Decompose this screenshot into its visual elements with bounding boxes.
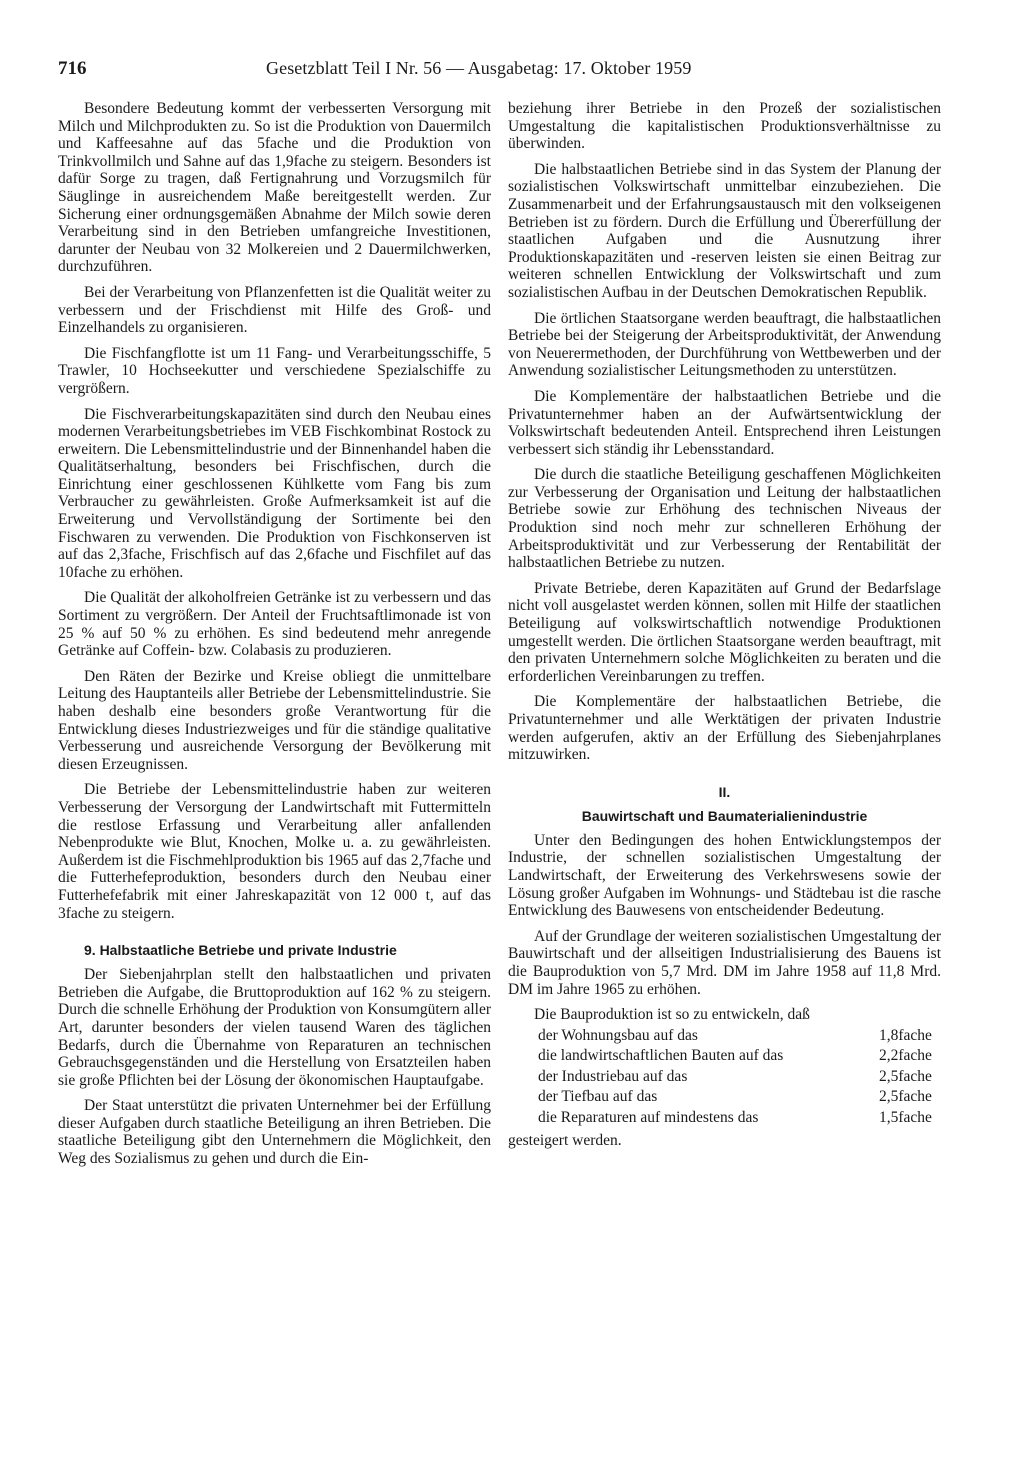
header-title: Gesetzblatt Teil I Nr. 56 — Ausgabetag: 17. Oktober 1959 [266, 58, 692, 78]
table-row-label: die Reparaturen auf mindestens das [538, 1108, 759, 1126]
paragraph: Die Fischverarbeitungskapazitäten sind durch den Neubau eines modernen Verarbeitungsbetriebes im VEB Fischkombinat Rostock zu erweitern. Die Lebensmittelindustrie und der Binnenhandel haben die Qualitätserhaltung, besonders bei Frischfischen, durch die Einrichtung einer geschlossenen Kühlkette vom Fang bis zum Verbraucher zu gewährleisten. Große Aufmerksamkeit ist auf die Erweiterung und Vervollständigung der Sortimente bei den Fischwaren zu verwenden. Die Produktion von Fischkonserven ist auf das 2,3fache, Frischfisch auf das 2,6fache und Fischfilet auf das 10fache zu erhöhen. [58, 405, 491, 581]
table-row-value: 2,5fache [879, 1067, 932, 1085]
part-number: II. [718, 783, 731, 800]
paragraph: Unter den Bedingungen des hohen Entwicklungstempos der Industrie, der schnellen sozialistischen Umgestaltung der Landwirtschaft, der Erweiterung des Verkehrswesens sowie der Lösung großer Aufgaben im Wohnungs- und Städtebau ist die rasche Entwicklung des Bauwesens von entscheidender Bedeutung. [508, 831, 941, 920]
section-heading: 9. Halbstaatliche Betriebe und private Industrie [84, 942, 397, 959]
table-row-value: 2,5fache [879, 1088, 932, 1106]
paragraph: Die Fischfangflotte ist um 11 Fang- und Verarbeitungsschiffe, 5 Trawler, 10 Hochseekutter und verschiedene Spezialschiffe zu vergrößern. [58, 344, 491, 397]
paragraph: Besondere Bedeutung kommt der verbesserten Versorgung mit Milch und Milchprodukten zu. So ist die Produktion von Dauermilch und Kaffeesahne auf das 5fache und die Produktion von Trinkvollmilch und Sahne auf das 1,9fache zu steigern. Besonders ist dafür Sorge zu tragen, daß Fertignahrung und Vorzugsmilch für Säuglinge in ausreichendem Maße bereitgestellt werden. Zur Sicherung einer ordnungsgemäßen Abnahme der Milch sowie deren Verarbeitung sind in den Betrieben umfangreiche Investitionen, darunter der Neubau von 32 Molkereien und 2 Dauermilchwerken, durchzuführen. [58, 100, 491, 276]
paragraph: Die örtlichen Staatsorgane werden beauftragt, die halbstaatlichen Betriebe bei der Steigerung der Arbeitsproduktivität, der Anwendung von Neuerermethoden, der Durchführung von Wettbewerben und der Anwendung sozialistischer Leitungsmethoden zu unterstützen. [508, 309, 941, 380]
part-title: Bauwirtschaft und Baumaterialienindustrie [581, 807, 868, 824]
paragraph: Die Bauproduktion ist so zu entwickeln, daß [534, 1006, 810, 1024]
paragraph: Die Qualität der alkoholfreien Getränke ist zu verbessern und das Sortiment zu vergrößern. Der Anteil der Fruchtsaftlimonade ist von 25 % auf 50 % zu erhöhen. Es sind bedeutend mehr anregende Getränke auf Coffein- bzw. Colabasis zu produzieren. [58, 589, 491, 660]
paragraph: Bei der Verarbeitung von Pflanzenfetten ist die Qualität weiter zu verbessern und der Frischdienst mit Hilfe des Groß- und Einzelhandels zu organisieren. [58, 283, 491, 337]
table-row [508, 1108, 941, 1129]
paragraph-continuation: beziehung ihrer Betriebe in den Prozeß der sozialistischen Umgestaltung die kapitalistischen Produktionsverhältnisse zu überwinden. [508, 100, 941, 153]
paragraph: Die halbstaatlichen Betriebe sind in das System der Planung der sozialistischen Volkswirtschaft unmittelbar einzubeziehen. Die Zusammenarbeit und der Erfahrungsaustausch mit den volkseigenen Betrieben ist zu fördern. Durch die Erfüllung und Übererfüllung der staatlichen Aufgaben und die Ausnutzung ihrer Produktionskapazitäten und -reserven leisten sie einen Beitrag zur weiteren schnellen Entwicklung der Volkswirtschaft und zum sozialistischen Aufbau in der Deutschen Demokratischen Republik. [508, 160, 941, 301]
table-row-label: die landwirtschaftlichen Bauten auf das [538, 1047, 784, 1065]
table-row-label: der Wohnungsbau auf das [538, 1026, 698, 1044]
table-row [508, 1087, 941, 1108]
closing-text: gesteigert werden. [508, 1132, 622, 1150]
table-row-label: der Tiefbau auf das [538, 1088, 658, 1106]
table-row [508, 1046, 941, 1067]
paragraph: Die Komplementäre der halbstaatlichen Betriebe und die Privatunternehmer haben an der Aufwärtsentwicklung der Volkswirtschaft bedeutenden Anteil. Entsprechend ihren Leistungen verbessert sich ständig ihr Lebensstandard. [508, 387, 941, 458]
table-row-label: der Industriebau auf das [538, 1067, 688, 1085]
table-row-value: 2,2fache [879, 1047, 932, 1065]
right-column [508, 100, 941, 1150]
left-column [58, 100, 491, 1176]
paragraph: Die durch die staatliche Beteiligung geschaffenen Möglichkeiten zur Verbesserung der Organisation und Leitung der halbstaatlichen Betriebe sowie zur Erhöhung des technischen Niveaus der Produktion sind noch mehr zur schnelleren Erhöhung der Arbeitsproduktivität und zur Verbesserung der Rentabilität der halbstaatlichen Betriebe zu nutzen. [508, 466, 941, 572]
production-table [508, 1026, 941, 1129]
page-number: 716 [58, 58, 87, 79]
table-row-value: 1,5fache [879, 1108, 932, 1126]
paragraph: Den Räten der Bezirke und Kreise obliegt die unmittelbare Leitung des Hauptanteils aller Betriebe der Lebensmittelindustrie. Sie haben deshalb eine besonders große Verantwortung für die Entwicklung dieses Industriezweiges und für die ständige qualitative Verbesserung und ausreichende Versorgung der Bevölkerung mit diesen Erzeugnissen. [58, 667, 492, 773]
table-row [508, 1067, 941, 1088]
paragraph: Der Staat unterstützt die privaten Unternehmer bei der Erfüllung dieser Aufgaben durch staatliche Beteiligung an ihren Betrieben. Die staatliche Beteiligung gibt den Unternehmern die Möglichkeit, den Weg des Sozialismus zu gehen und durch die Ein- [58, 1097, 491, 1168]
table-row-value: 1,8fache [879, 1026, 932, 1044]
paragraph: Private Betriebe, deren Kapazitäten auf Grund der Bedarfslage nicht voll ausgelastet werden können, sollen mit Hilfe der staatlichen Beteiligung auf volkswirtschaftlich notwendige Produktionen umgestellt werden. Die örtlichen Staatsorgane werden beauftragt, mit den privaten Unternehmern solche Möglichkeiten zu beraten und die erforderlichen Vereinbarungen zu treffen. [508, 579, 941, 685]
table-row [508, 1026, 941, 1047]
paragraph: Die Betriebe der Lebensmittelindustrie haben zur weiteren Verbesserung der Versorgung der Landwirtschaft mit Futtermitteln die restlose Erfassung und Verarbeitung aller anfallenden Nebenprodukte wie Blut, Knochen, Molke u. a. zu gewährleisten. Außerdem ist die Fischmehlproduktion bis 1965 auf das 2,7fache und die Futterhefeproduktion, besonders durch den Neubau einer Futterhefefabrik mit einer Jahreskapazität von 12 000 t, auf das 3fache zu steigern. [58, 781, 491, 922]
paragraph: Der Siebenjahrplan stellt den halbstaatlichen und privaten Betrieben die Aufgabe, die Bruttoproduktion auf 162 % zu steigern. Durch die schnelle Erhöhung der Produktion von Konsumgütern aller Art, darunter besonders der vielen tausend Waren des täglichen Bedarfs, durch die Übernahme von Reparaturen an technischen Gebrauchsgegenständen und die Herstellung von Ersatzteilen haben sie große Pflichten bei der Lösung der ökonomischen Hauptaufgabe. [58, 966, 491, 1089]
page-header [58, 58, 944, 84]
paragraph: Auf der Grundlage der weiteren sozialistischen Umgestaltung der Bauwirtschaft und der allseitigen Industrialisierung des Bauens ist die Bauproduktion von 5,7 Mrd. DM im Jahre 1958 auf 11,8 Mrd. DM im Jahre 1965 zu erhöhen. [508, 927, 941, 998]
paragraph: Die Komplementäre der halbstaatlichen Betriebe, die Privatunternehmer und alle Werktätigen der privaten Industrie werden aufgerufen, aktiv an der Erfüllung des Siebenjahrplanes mitzuwirken. [508, 693, 941, 764]
